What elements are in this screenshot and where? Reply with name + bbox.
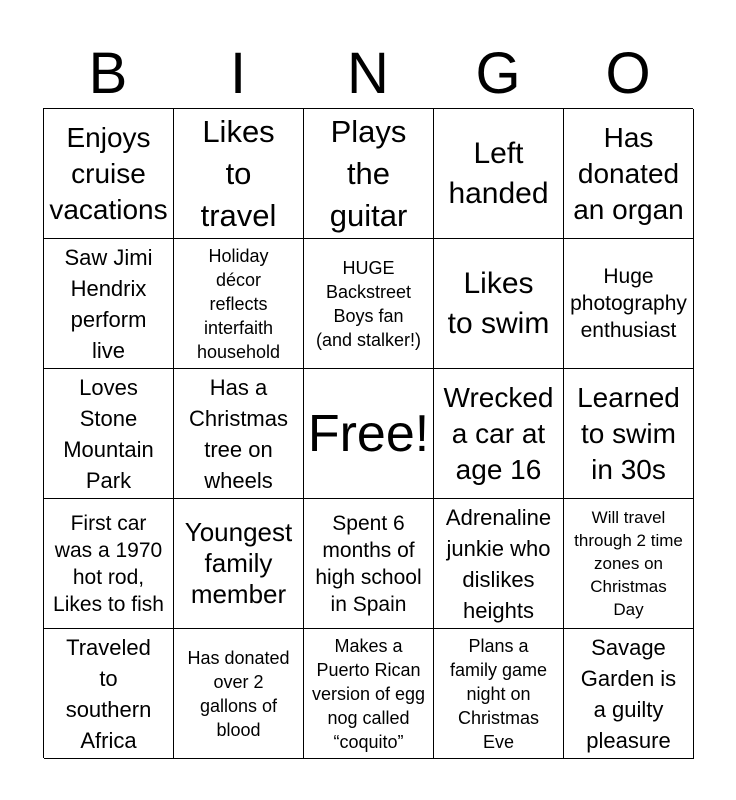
cell-text: Likes to travel (200, 113, 277, 233)
cell-text: Spent 6 months of high school in Spain (315, 511, 422, 616)
bingo-cell[interactable] (174, 109, 304, 239)
bingo-cell[interactable] (174, 629, 304, 759)
cell-text: Holiday décor reflects interfaith household (196, 245, 281, 362)
cell-text: Left handed (448, 136, 549, 210)
bingo-cell[interactable] (564, 109, 694, 239)
bingo-cell[interactable] (434, 499, 564, 629)
cell-text: Learned to swim in 30s (577, 381, 680, 485)
cell-text: Enjoys cruise vacations (49, 121, 168, 225)
bingo-cell[interactable] (304, 499, 434, 629)
bingo-cell[interactable] (304, 109, 434, 239)
bingo-cell[interactable] (434, 109, 564, 239)
bingo-header (43, 40, 693, 108)
bingo-cell[interactable] (44, 239, 174, 369)
bingo-cell[interactable] (434, 369, 564, 499)
cell-text: Plans a family game night on Christmas Eve (449, 635, 548, 752)
bingo-cell[interactable] (304, 239, 434, 369)
bingo-cell[interactable] (564, 239, 694, 369)
bingo-cell[interactable] (174, 369, 304, 499)
bingo-cell[interactable] (44, 109, 174, 239)
cell-text: Wrecked a car at age 16 (443, 381, 554, 485)
cell-text: HUGE Backstreet Boys fan (and stalker!) (315, 257, 422, 350)
cell-text: Has donated over 2 gallons of blood (187, 647, 290, 740)
bingo-cell[interactable] (44, 499, 174, 629)
cell-text: First car was a 1970 hot rod, Likes to fish (53, 511, 164, 616)
header-letter-g: G (475, 41, 521, 106)
free-space-cell[interactable] (304, 369, 434, 499)
bingo-cell[interactable] (434, 239, 564, 369)
cell-text: Will travel through 2 time zones on Christmas Day (574, 508, 683, 619)
cell-text: Likes to swim (447, 266, 550, 340)
bingo-cell[interactable] (44, 629, 174, 759)
cell-text: Makes a Puerto Rican version of egg nog called “coquito” (311, 635, 426, 752)
cell-text: Huge photography enthusiast (570, 265, 687, 342)
cell-text: Saw Jimi Hendrix perform live (64, 244, 153, 363)
bingo-cell[interactable] (564, 499, 694, 629)
bingo-cell[interactable] (564, 629, 694, 759)
header-letter-b: B (88, 41, 128, 106)
cell-text: Youngest family member (184, 517, 293, 609)
cell-text: Has a Christmas tree on wheels (188, 374, 288, 493)
cell-text: Savage Garden is a guilty pleasure (580, 634, 677, 753)
cell-text: Has donated an organ (573, 121, 684, 225)
bingo-cell[interactable] (44, 369, 174, 499)
bingo-cell[interactable] (564, 369, 694, 499)
bingo-cell[interactable] (304, 629, 434, 759)
header-letter-i: I (229, 41, 247, 106)
bingo-board (43, 108, 693, 758)
cell-text: Plays the guitar (329, 113, 408, 233)
bingo-cell[interactable] (434, 629, 564, 759)
free-space-text: Free! (307, 404, 430, 463)
cell-text: Adrenaline junkie who dislikes heights (445, 504, 552, 623)
bingo-cell[interactable] (174, 499, 304, 629)
header-letter-n: N (347, 41, 389, 106)
cell-text: Loves Stone Mountain Park (63, 374, 154, 493)
bingo-cell[interactable] (174, 239, 304, 369)
header-letter-o: O (605, 41, 651, 106)
cell-text: Traveled to southern Africa (65, 634, 152, 753)
